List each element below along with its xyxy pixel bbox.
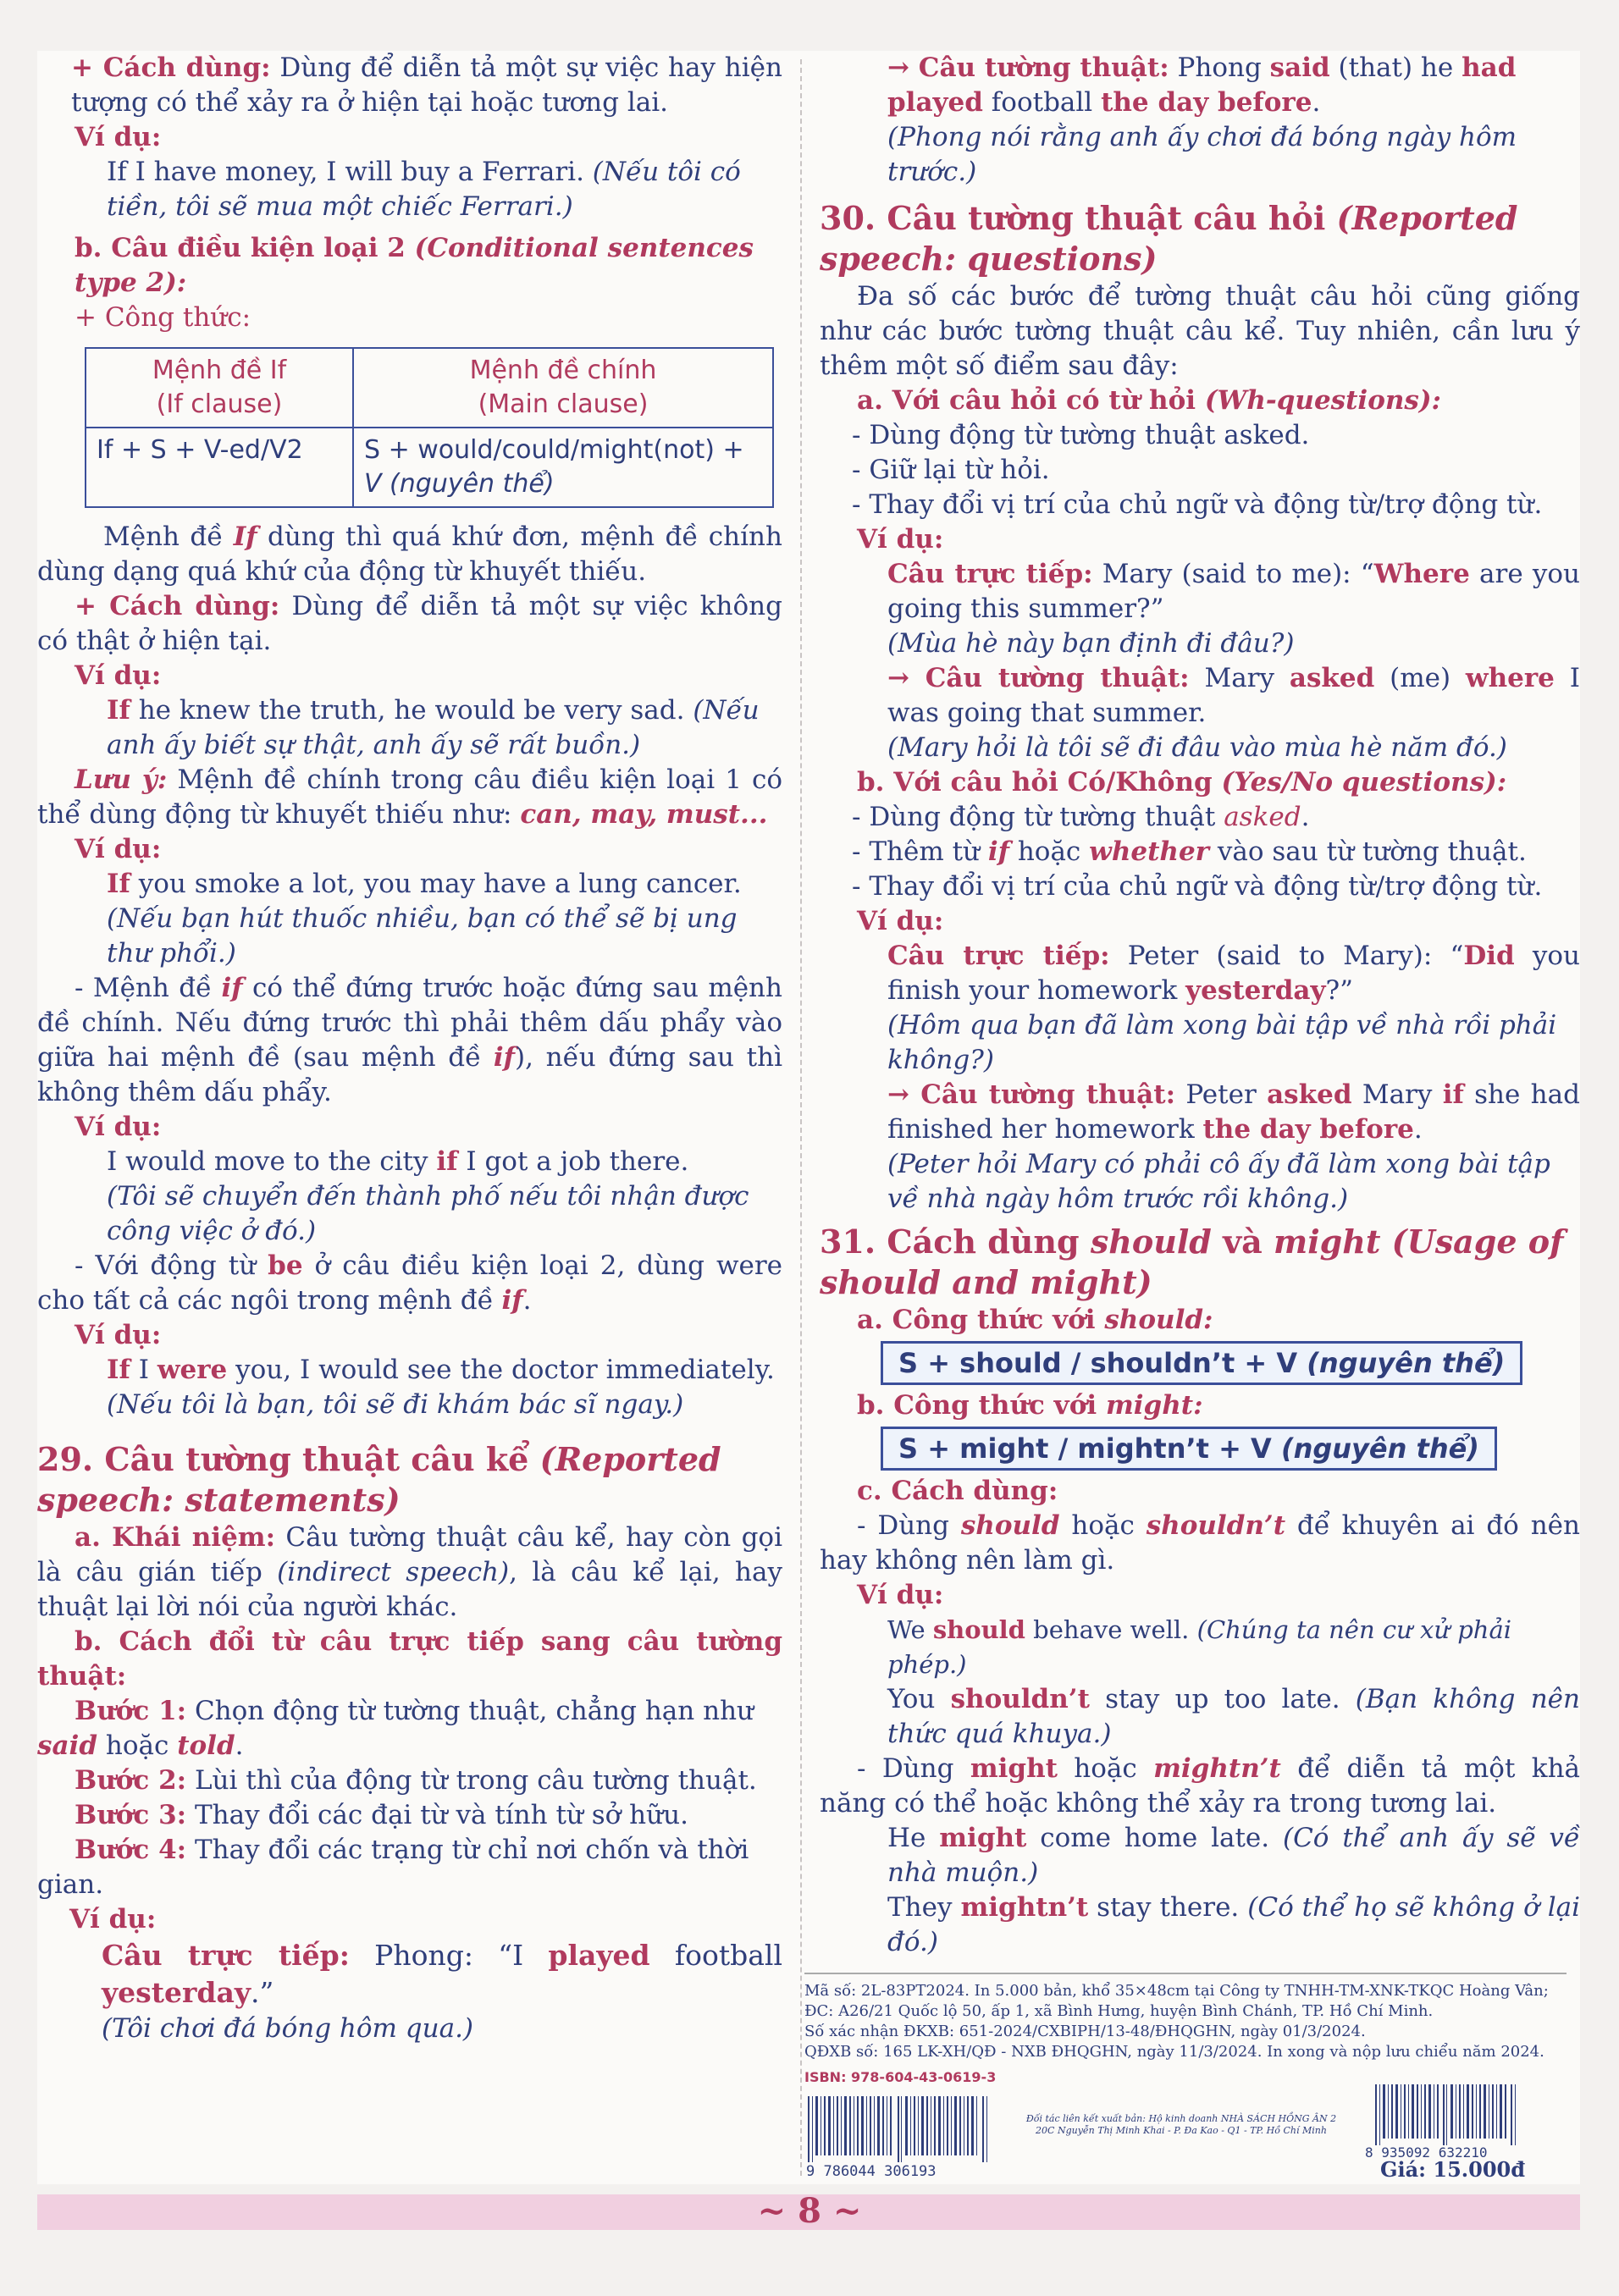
isbn-label: ISBN: 978-604-43-0619-3	[804, 2069, 997, 2085]
might-example-1: He might come home late. (Có thể anh ấy sẽ về nhà muộn.)	[887, 1823, 1581, 1888]
publishing-info	[804, 1973, 1567, 2088]
example-5: If I were you, I would see the doctor immediately.	[107, 1355, 775, 1385]
store-barcode	[1363, 2084, 1541, 2161]
yn-rule-3: - Thay đổi vị trí của chủ ngữ và động từ/trợ động từ.	[852, 871, 1543, 902]
step-4: Bước 4: Thay đổi các trạng từ chỉ nơi chốn và thời gian.	[37, 1835, 749, 1900]
yn-rule-2: - Thêm từ if hoặc whether vào sau từ tường thuật.	[852, 836, 1527, 867]
column-divider	[800, 59, 802, 2176]
wh-rule-3: - Thay đổi vị trí của chủ ngữ và động từ/trợ động từ.	[852, 489, 1543, 520]
example-3: If you smoke a lot, you may have a lung cancer.	[107, 869, 742, 899]
direct-speech-example: Câu trực tiếp: Phong: “I played football yesterday.”	[102, 1939, 782, 2009]
conversion-steps-heading: b. Cách đổi từ câu trực tiếp sang câu tường thuật:	[37, 1626, 782, 1692]
barcode-digits: 9 786044 306193	[806, 2163, 937, 2177]
might-formula-heading: b. Công thức với might:	[857, 1390, 1203, 1421]
yn-reported-translation: (Peter hỏi Mary có phải cô ấy đã làm xong bài tập về nhà ngày hôm trước rồi không.)	[887, 1149, 1550, 1214]
example-label: Ví dụ:	[75, 1112, 162, 1142]
example-1: If I have money, I will buy a Ferrari. (Nếu tôi có tiền, tôi sẽ mua một chiếc Ferrari.)	[107, 157, 741, 222]
table-cell-main: S + would/could/might(not) + V (nguyên thể)	[353, 428, 773, 507]
section-30-intro: Đa số các bước để tường thuật câu hỏi cũng giống như các bước tường thuật câu kể. Tuy nhiên, cần lưu ý thêm một số điểm sau đây:	[820, 281, 1580, 381]
note-modal: Lưu ý: Mệnh đề chính trong câu điều kiện loại 1 có thể dùng động từ khuyết thiếu như: can, may, must...	[37, 764, 782, 830]
usage-heading: c. Cách dùng:	[857, 1476, 1058, 1506]
left-column	[37, 51, 782, 2046]
section-31-title: 31. Cách dùng should và might (Usage of should and might)	[820, 1223, 1564, 1301]
be-were-note: - Với động từ be ở câu điều kiện loại 2, dùng were cho tất cả các ngôi trong mệnh đề if.	[37, 1250, 782, 1316]
usage-type1: + Cách dùng: Dùng để diễn tả một sự việc hay hiện tượng có thể xảy ra ở hiện tại hoặc tương lai.	[71, 52, 782, 118]
should-example-2: You shouldn’t stay up too late. (Bạn không nên thức quá khuya.)	[887, 1684, 1580, 1749]
reported-example: → Câu tường thuật: Phong said (that) he had played football the day before.	[887, 52, 1517, 118]
wh-direct: Câu trực tiếp: Mary (said to me): “Where are you going this summer?”	[887, 559, 1581, 624]
section-29-title: 29. Câu tường thuật câu kể (Reported speech: statements)	[37, 1440, 721, 1519]
wh-rule-1: - Dùng động từ tường thuật asked.	[852, 420, 1310, 450]
direct-speech-translation: (Tôi chơi đá bóng hôm qua.)	[102, 2013, 474, 2044]
example-label: Ví dụ:	[75, 122, 162, 152]
yn-heading: b. Với câu hỏi Có/Không (Yes/No questions):	[857, 767, 1507, 798]
might-usage: - Dùng might hoặc mightn’t để diễn tả một khả năng có thể hoặc không thể xảy ra trong tương lai.	[820, 1753, 1581, 1819]
if-clause-note: Mệnh đề If dùng thì quá khứ đơn, mệnh đề chính dùng dạng quá khứ của động từ khuyết thiếu.	[37, 522, 782, 587]
wh-reported-translation: (Mary hỏi là tôi sẽ đi đâu vào mùa hè năm đó.)	[887, 732, 1507, 763]
step-2: Bước 2: Lùi thì của động từ trong câu tường thuật.	[75, 1765, 757, 1796]
yn-reported: → Câu tường thuật: Peter asked Mary if she had finished her homework the day before.	[887, 1079, 1580, 1145]
right-column	[820, 51, 1580, 1960]
example-label: Ví dụ:	[75, 1320, 162, 1350]
ornament-left-icon: ~	[757, 2191, 787, 2231]
wh-direct-translation: (Mùa hè này bạn định đi đâu?)	[887, 628, 1295, 659]
partner-info: Đối tác liên kết xuất bản: Hộ kinh doanh NHÀ SÁCH HỒNG ÂN 2 20C Nguyễn Thị Minh Khai - P. Đa Kao - Q1 - TP. Hồ Chí Minh	[1025, 2113, 1337, 2136]
example-label: Ví dụ:	[69, 1904, 157, 1934]
reported-translation: (Phong nói rằng anh ấy chơi đá bóng ngày hôm trước.)	[887, 122, 1517, 187]
section-30-title: 30. Câu tường thuật câu hỏi (Reported speech: questions)	[820, 199, 1518, 278]
might-example-2: They mightn’t stay there. (Có thể họ sẽ không ở lại đó.)	[887, 1892, 1581, 1957]
example-label: Ví dụ:	[857, 906, 944, 936]
wh-heading: a. Với câu hỏi có từ hỏi (Wh-questions):	[857, 385, 1441, 416]
publishing-line: Số xác nhận ĐKXB: 651-2024/CXBIPH/13-48/ĐHQGHN, ngày 01/3/2024.	[804, 2023, 1366, 2040]
publishing-line: Mã số: 2L-83PT2024. In 5.000 bản, khổ 35×48cm tại Công ty TNHH-TM-XNK-TKQC Hoàng Vân;	[804, 1982, 1549, 2000]
formula-label: + Công thức:	[75, 302, 251, 333]
wh-rule-2: - Giữ lại từ hỏi.	[852, 455, 1050, 485]
heading-type2: b. Câu điều kiện loại 2 (Conditional sentences type 2):	[75, 233, 754, 298]
isbn-barcode	[804, 2096, 999, 2177]
step-1: Bước 1: Chọn động từ tường thuật, chẳng hạn như said hoặc told.	[37, 1696, 754, 1761]
usage-type2: + Cách dùng: Dùng để diễn tả một sự việc không có thật ở hiện tại.	[37, 591, 782, 656]
yn-direct: Câu trực tiếp: Peter (said to Mary): “Did you finish your homework yesterday?”	[887, 941, 1580, 1006]
example-label: Ví dụ:	[75, 834, 162, 864]
yn-rule-1: - Dùng động từ tường thuật asked.	[852, 802, 1310, 832]
page-number: ~ 8 ~	[757, 2191, 862, 2231]
example-2: If he knew the truth, he would be very sad. (Nếu anh ấy biết sự thật, anh ấy sẽ rất buồn.)	[107, 695, 760, 760]
example-label: Ví dụ:	[75, 660, 162, 691]
price: Giá: 15.000đ	[1380, 2157, 1526, 2182]
example-3-translation: (Nếu bạn hút thuốc nhiều, bạn có thể sẽ bị ung thư phổi.)	[107, 903, 738, 969]
table-header-if: Mệnh đề If (If clause)	[86, 348, 353, 428]
barcode-digits: 8 935092 632210	[1365, 2144, 1488, 2161]
should-formula-heading: a. Công thức với should:	[857, 1305, 1213, 1335]
should-example-1: We should behave well. (Chúng ta nên cư xử phải phép.)	[887, 1615, 1512, 1679]
should-usage: - Dùng should hoặc shouldn’t để khuyên ai đó nên hay không nên làm gì.	[820, 1510, 1580, 1576]
example-4-translation: (Tôi sẽ chuyển đến thành phố nếu tôi nhận được công việc ở đó.)	[107, 1181, 749, 1246]
example-5-translation: (Nếu tôi là bạn, tôi sẽ đi khám bác sĩ ngay.)	[107, 1389, 684, 1420]
table-header-main: Mệnh đề chính (Main clause)	[353, 348, 773, 428]
if-position-note: - Mệnh đề if có thể đứng trước hoặc đứng sau mệnh đề chính. Nếu đứng trước thì phải thêm dấu phẩy vào giữa hai mệnh đề (sau mệnh đề if), nếu đứng sau thì không thêm dấu phẩy.	[37, 973, 782, 1107]
publishing-line: ĐC: A26/21 Quốc lộ 50, ấp 1, xã Bình Hưng, huyện Bình Chánh, TP. Hồ Chí Minh.	[804, 2002, 1434, 2020]
ornament-right-icon: ~	[832, 2191, 862, 2231]
should-formula-box: S + should / shouldn’t + V (nguyên thể)	[881, 1341, 1522, 1385]
yn-direct-translation: (Hôm qua bạn đã làm xong bài tập về nhà rồi phải không?)	[887, 1010, 1557, 1075]
wh-reported: → Câu tường thuật: Mary asked (me) where I was going that summer.	[887, 663, 1581, 728]
table-cell-if: If + S + V-ed/V2	[86, 428, 353, 507]
example-label: Ví dụ:	[857, 1580, 944, 1610]
step-3: Bước 3: Thay đổi các đại từ và tính từ sở hữu.	[75, 1800, 688, 1830]
conditional-table	[85, 347, 774, 508]
might-formula-box: S + might / mightn’t + V (nguyên thể)	[881, 1427, 1497, 1471]
example-4: I would move to the city if I got a job there.	[107, 1146, 689, 1177]
publishing-line: QĐXB số: 165 LK-XH/QĐ - NXB ĐHQGHN, ngày 11/3/2024. In xong và nộp lưu chiểu năm 2024.	[804, 2043, 1544, 2061]
example-label: Ví dụ:	[857, 524, 944, 555]
page	[37, 51, 1580, 2184]
definition: a. Khái niệm: Câu tường thuật câu kể, hay còn gọi là câu gián tiếp (indirect speech), là câu kể lại, hay thuật lại lời nói của người khác.	[37, 1522, 783, 1622]
